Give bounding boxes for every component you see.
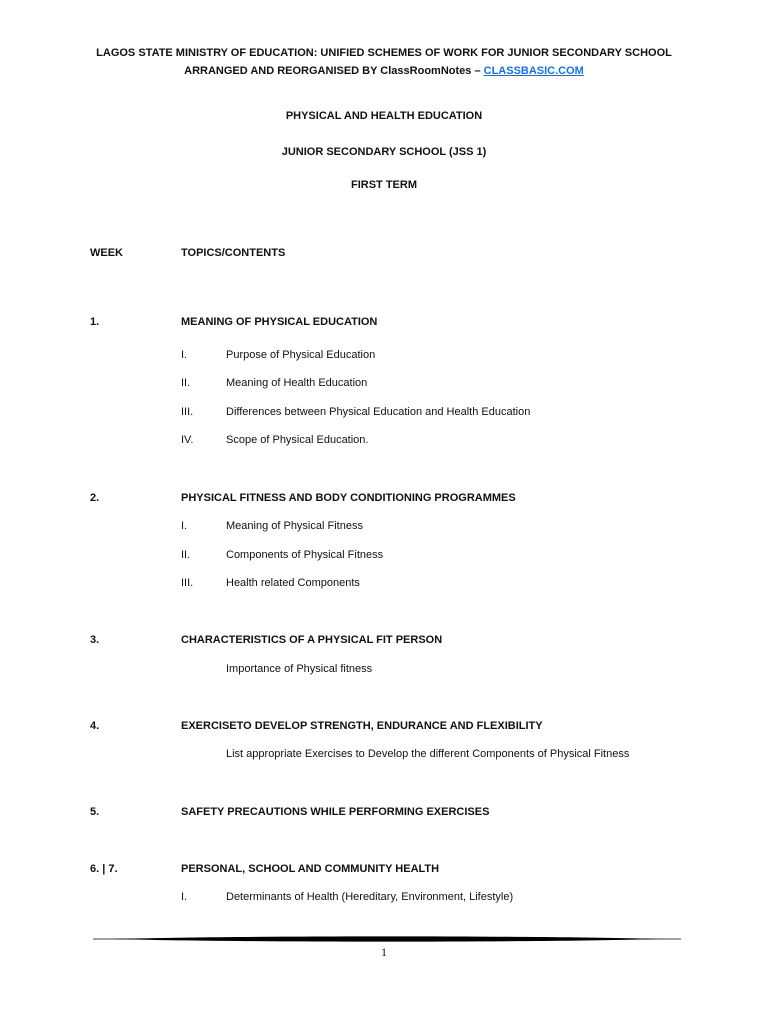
item-numeral: II. (181, 377, 191, 389)
week-number: 1. (90, 316, 100, 328)
topics-column-header: TOPICS/CONTENTS (181, 247, 286, 259)
item-text: Meaning of Physical Fitness (226, 520, 363, 532)
item-numeral: I. (181, 349, 188, 361)
class-title: JUNIOR SECONDARY SCHOOL (JSS 1) (281, 146, 487, 158)
week-topic: PHYSICAL FITNESS AND BODY CONDITIONING PROGRAMMES (181, 492, 516, 504)
item-numeral: II. (181, 549, 191, 561)
item-text: Scope of Physical Education. (226, 434, 369, 446)
item-text: Importance of Physical fitness (226, 663, 373, 675)
week-number: 2. (90, 492, 100, 504)
item-text: Components of Physical Fitness (226, 549, 384, 561)
week-column-header: WEEK (90, 247, 123, 259)
week-number: 5. (90, 806, 100, 818)
item-numeral: III. (181, 577, 194, 589)
item-text: List appropriate Exercises to Develop the different Components of Physical Fitness (226, 748, 630, 760)
week-topic: PERSONAL, SCHOOL AND COMMUNITY HEALTH (181, 863, 440, 875)
item-text: Meaning of Health Education (226, 377, 368, 389)
term-title: FIRST TERM (351, 179, 417, 191)
classbasic-link[interactable]: CLASSBASIC.COM (483, 65, 584, 77)
item-text: Purpose of Physical Education (226, 349, 376, 361)
week-topic: EXERCISETO DEVELOP STRENGTH, ENDURANCE AND FLEXIBILITY (181, 720, 543, 732)
item-text: Differences between Physical Education and Health Education (226, 406, 531, 418)
week-topic: MEANING OF PHYSICAL EDUCATION (181, 316, 378, 328)
week-topic: SAFETY PRECAUTIONS WHILE PERFORMING EXERCISES (181, 806, 490, 818)
item-numeral: IV. (181, 434, 194, 446)
header-credit-text: ARRANGED AND REORGANISED BY ClassRoomNotes – (184, 65, 484, 77)
page-number: 1 (381, 945, 387, 959)
subject-title: PHYSICAL AND HEALTH EDUCATION (285, 110, 483, 122)
item-numeral: I. (181, 520, 188, 532)
item-text: Determinants of Health (Hereditary, Environment, Lifestyle) (226, 891, 514, 903)
item-numeral: III. (181, 406, 194, 418)
footer-divider (93, 932, 681, 946)
header-title-line: LAGOS STATE MINISTRY OF EDUCATION: UNIFIED SCHEMES OF WORK FOR JUNIOR SECONDARY SCHOOL (96, 47, 672, 59)
week-number: 3. (90, 634, 100, 646)
header-credit-line (0, 65, 768, 77)
week-topic: CHARACTERISTICS OF A PHYSICAL FIT PERSON (181, 634, 443, 646)
item-text: Health related Components (226, 577, 360, 589)
week-number: 6. | 7. (90, 863, 118, 875)
item-numeral: I. (181, 891, 188, 903)
week-number: 4. (90, 720, 100, 732)
